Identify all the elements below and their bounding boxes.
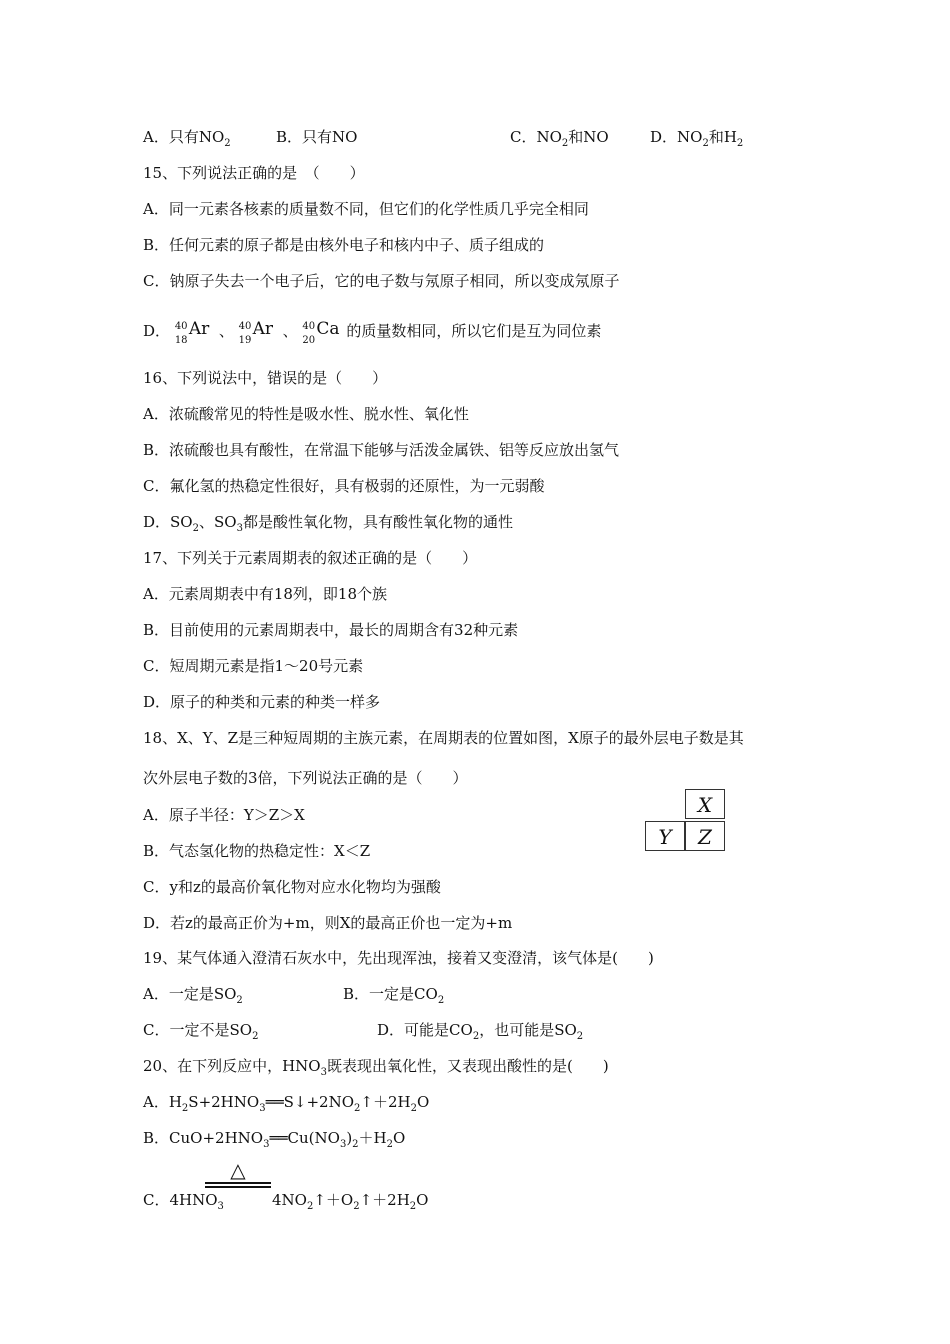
isotope-ar-18: 40 18 Ar: [174, 319, 210, 346]
q17-option-b: B．目前使用的元素周期表中，最长的周期含有32种元素: [143, 621, 519, 639]
q16-option-b: B．浓硫酸也具有酸性，在常温下能够与活泼金属铁、铝等反应放出氢气: [143, 441, 620, 459]
q20-option-c-right: $4NO_2↑+O_2↑+2H_2O$: [272, 1191, 429, 1212]
q19-option-c: C．一定不是$SO_2$: [143, 1021, 259, 1042]
q18-stem-line1: 18、X、Y、Z是三种短周期的主族元素，在周期表的位置如图，X原子的最外层电子数是其: [143, 729, 744, 747]
q14-option-d: D．$NO_2$和$H_2$: [650, 128, 744, 149]
q19-option-b: B．一定是$CO_2$: [343, 985, 445, 1006]
q17-option-a: A．元素周期表中有18列，即18个族: [143, 585, 388, 603]
q16-option-a: A．浓硫酸常见的特性是吸水性、脱水性、氧化性: [143, 405, 469, 423]
isotope-ca-20: 40 20 Ca: [302, 319, 340, 346]
isotope-ar-19: 40 19 Ar: [238, 319, 274, 346]
q14-option-a: A．只有$NO_2$: [143, 128, 231, 149]
q15-option-c: C．钠原子失去一个电子后，它的电子数与氖原子相同，所以变成氖原子: [143, 272, 620, 290]
q17-option-c: C．短周期元素是指1～20号元素: [143, 657, 364, 675]
q18-option-a: A．原子半径：Y＞Z＞X: [143, 806, 305, 824]
delta-icon: △: [230, 1158, 246, 1182]
q19-stem: 19、某气体通入澄清石灰水中，先出现浑浊，接着又变澄清，该气体是( ): [143, 949, 654, 967]
q15-option-d: D． 40 18 Ar 、 40 19 Ar 、 40 20 Ca 的质量数相同，所以它们是互为同位素: [143, 314, 601, 346]
q14-option-b: B．只有NO: [276, 128, 358, 146]
q14-option-c: C．$NO_2$和NO: [510, 128, 609, 149]
q18-option-c: C．y和z的最高价氧化物对应水化物均为强酸: [143, 878, 441, 896]
q17-stem: 17、下列关于元素周期表的叙述正确的是（ ）: [143, 549, 478, 567]
periodic-position-figure: [641, 789, 731, 859]
q19-options-row1: [0, 984, 950, 1004]
q17-option-d: D．原子的种类和元素的种类一样多: [143, 693, 381, 711]
q20-option-c-left: C．$4HNO_3$: [143, 1191, 224, 1212]
q15-option-b: B．任何元素的原子都是由核外电子和核内中子、质子组成的: [143, 236, 545, 254]
q19-option-a: A．一定是$SO_2$: [143, 985, 243, 1006]
q14-options-row: [0, 127, 950, 147]
q19-option-d: D．可能是$CO_2$，也可能是$SO_2$: [377, 1021, 584, 1042]
q15-stem: 15、下列说法正确的是 （ ）: [143, 164, 365, 182]
q20-option-a: A．$H_2S+2HNO_3══S↓+2NO_2↑+2H_2O$: [143, 1093, 430, 1114]
q18-option-d: D．若z的最高正价为+m，则X的最高正价也一定为+m: [143, 914, 513, 932]
q19-options-row2: [0, 1020, 950, 1040]
q16-stem: 16、下列说法中，错误的是（ ）: [143, 369, 388, 387]
cell-y: Y: [645, 821, 685, 851]
cell-z: Z: [685, 821, 725, 851]
heating-condition-arrow: [205, 1160, 271, 1188]
cell-x: X: [685, 789, 725, 819]
q20-stem: 20、在下列反应中，$HNO_3$既表现出氧化性，又表现出酸性的是( ): [143, 1057, 609, 1078]
q16-option-c: C．氟化氢的热稳定性很好，具有极弱的还原性，为一元弱酸: [143, 477, 545, 495]
q16-option-d: D．$SO_2$、$SO_3$都是酸性氧化物，具有酸性氧化物的通性: [143, 513, 513, 534]
q20-option-b: B．$CuO+2HNO_3══Cu(NO_3)_2+H_2O$: [143, 1129, 406, 1150]
q18-stem-line2: 次外层电子数的3倍，下列说法正确的是（ ）: [143, 769, 468, 787]
q18-option-b: B．气态氢化物的热稳定性：X＜Z: [143, 842, 371, 860]
q15-option-a: A．同一元素各核素的质量数不同，但它们的化学性质几乎完全相同: [143, 200, 589, 218]
